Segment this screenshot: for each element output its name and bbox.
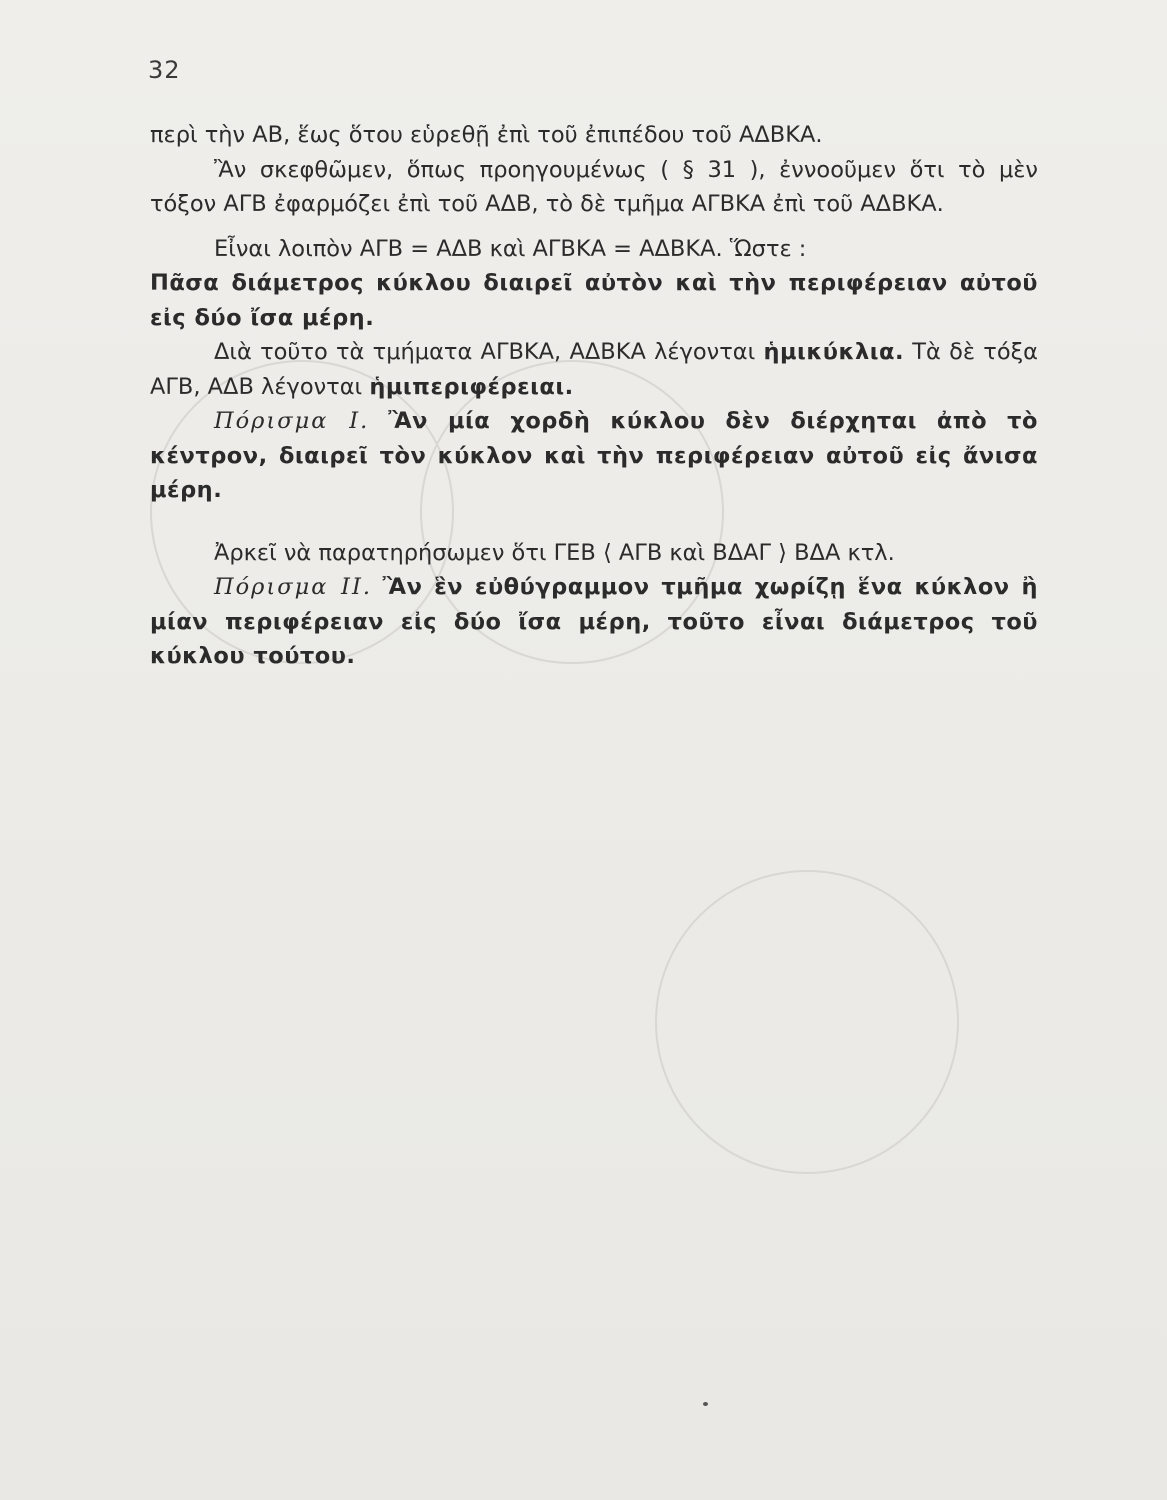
- term-semicircumferences: ἡμιπεριφέρειαι.: [369, 373, 574, 400]
- text-run: Διὰ τοῦτο τὰ τμήματα ΑΓΒΚΑ, ΑΔΒΚΑ λέγονται: [214, 339, 756, 365]
- bleed-through-circle: [655, 870, 959, 1174]
- corollary-2: [150, 570, 1038, 674]
- print-speck: [703, 1402, 708, 1406]
- text-run: Τὰ δὲ τόξα ΑΓΒ, ΑΔΒ λέγονται: [150, 339, 1038, 400]
- corollary-1: [150, 404, 1038, 508]
- page-number: 32: [148, 56, 181, 84]
- paragraph: περὶ τὴν ΑΒ, ἕως ὅτου εὑρεθῇ ἐπὶ τοῦ ἐπιπέδου τοῦ ΑΔΒΚΑ.: [150, 122, 823, 148]
- paragraph-proof: Ἀρκεῖ νὰ παρατηρήσωμεν ὅτι ΓΕΒ ⟨ ΑΓΒ καὶ ΒΔΑΓ ⟩ ΒΔΑ κτλ.: [214, 539, 895, 566]
- paragraph-equalities: Εἶναι λοιπὸν ΑΓΒ = ΑΔΒ καὶ ΑΓΒΚΑ = ΑΔΒΚΑ. Ὥστε :: [214, 235, 807, 262]
- term-semicircles: ἡμικύκλια.: [763, 339, 905, 365]
- paragraph-definitions: [150, 335, 1038, 404]
- corollary-label: Πόρισμα Ι.: [214, 408, 370, 434]
- theorem-statement: Πᾶσα διάμετρος κύκλου διαιρεῖ αὐτὸν καὶ τὴν περιφέρειαν αὐτοῦ εἰς δύο ἴσα μέρη.: [150, 270, 1038, 331]
- page-body: [150, 118, 1038, 674]
- paragraph: Ἂν σκεφθῶμεν, ὅπως προηγουμένως ( § 31 ), ἐννοοῦμεν ὅτι τὸ μὲν τόξον ΑΓΒ ἐφαρμόζει ἐπὶ τοῦ ΑΔΒ, τὸ δὲ τμῆμα ΑΓΒΚΑ ἐπὶ τοῦ ΑΔΒΚΑ.: [150, 156, 1038, 217]
- corollary-text: Ἂν μία χορδὴ κύκλου δὲν διέρχηται ἀπὸ τὸ κέντρον, διαιρεῖ τὸν κύκλον καὶ τὴν περιφέρειαν αὐτοῦ εἰς ἄνισα μέρη.: [150, 408, 1038, 503]
- corollary-label: Πόρισμα ΙΙ.: [214, 574, 372, 600]
- corollary-text: Ἂν ἓν εὐθύγραμμον τμῆμα χωρίζῃ ἕνα κύκλον ἢ μίαν περιφέρειαν εἰς δύο ἴσα μέρη, τοῦτο εἶναι διάμετρος τοῦ κύκλου τούτου.: [150, 574, 1038, 669]
